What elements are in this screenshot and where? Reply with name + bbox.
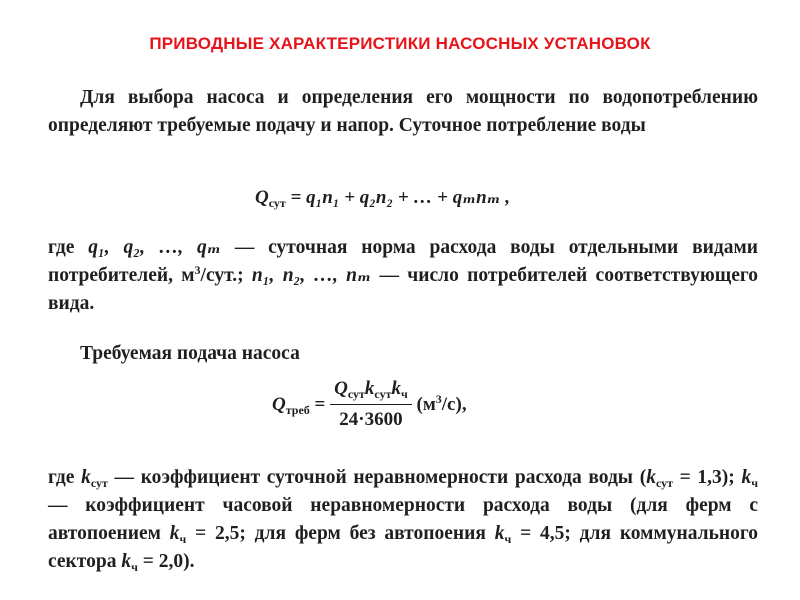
required-flow-paragraph [48, 340, 758, 368]
slide-title: ПРИВОДНЫЕ ХАРАКТЕРИСТИКИ НАСОСНЫХ УСТАНОВОК [149, 34, 651, 53]
kh-subscript: ч [179, 532, 187, 546]
vars-n: n₁, n₂, …, nₘ [251, 265, 372, 286]
intro-paragraph [48, 84, 758, 140]
definitions-paragraph [48, 234, 758, 318]
text-no-auto-watering: = 4,5; для коммунального сектора [48, 523, 759, 572]
text-communal: = 2,0). [137, 551, 195, 572]
required-flow-text: Требуемая подача насоса [80, 343, 300, 364]
k-symbol: k [646, 467, 656, 488]
kh-subscript: ч [751, 476, 758, 490]
text-auto-watering: = 2,5; для ферм без автопоения [186, 523, 495, 544]
intro-text: Для выбора насоса и определения его мощности по водопотреблению определяют требуемые подачу и напор. Суточное потребление воды [48, 87, 758, 136]
formula-lhs: $Q_{сут}$ [255, 187, 286, 210]
formula2-lhs: $Q_{треб}$ = [272, 393, 326, 417]
text-daily-coef: — коэффициент суточной неравномерности расхода воды ( [107, 467, 647, 488]
kh-symbol: k [169, 523, 180, 544]
required-flow-formula [272, 378, 467, 431]
text-where: где [48, 237, 89, 258]
text-unit: /сут.; [200, 265, 252, 286]
text-count: — число потребителей соответствующего вида. [48, 265, 759, 314]
text-hourly-coef: — коэффициент часовой неравномерности расхода воды (для ферм с автопоением [48, 495, 758, 544]
coefficients-paragraph [48, 464, 758, 576]
daily-consumption-formula [255, 186, 510, 209]
text-norm: — суточная норма расхода воды отдельными видами потребителей, м [48, 237, 758, 286]
fraction-denominator: 24·3600 [339, 409, 403, 430]
formula-rhs: = q₁n₁ + q₂n₂ + … + qₘnₘ , [290, 187, 510, 208]
kh-subscript: ч [131, 560, 138, 574]
fraction-numerator: $Q_{сут}k_{сут}k_ч$ [330, 378, 412, 405]
kh-symbol: k [494, 523, 505, 544]
formula2-units: $(м^3/с)$, [416, 391, 467, 415]
vars-q: q₁, q₂, …, qₘ [88, 237, 221, 258]
unit-superscript: 3 [194, 263, 201, 277]
k-subscript: сут [655, 476, 673, 490]
kh-symbol: k [121, 551, 132, 572]
k-subscript: сут [90, 476, 108, 490]
fraction [330, 378, 412, 431]
kh-subscript: ч [504, 532, 512, 546]
text-where2: где [48, 467, 82, 488]
k-symbol: k [81, 467, 91, 488]
text-daily-value: = 1,3); [673, 467, 742, 488]
kh-symbol: k [741, 467, 752, 488]
